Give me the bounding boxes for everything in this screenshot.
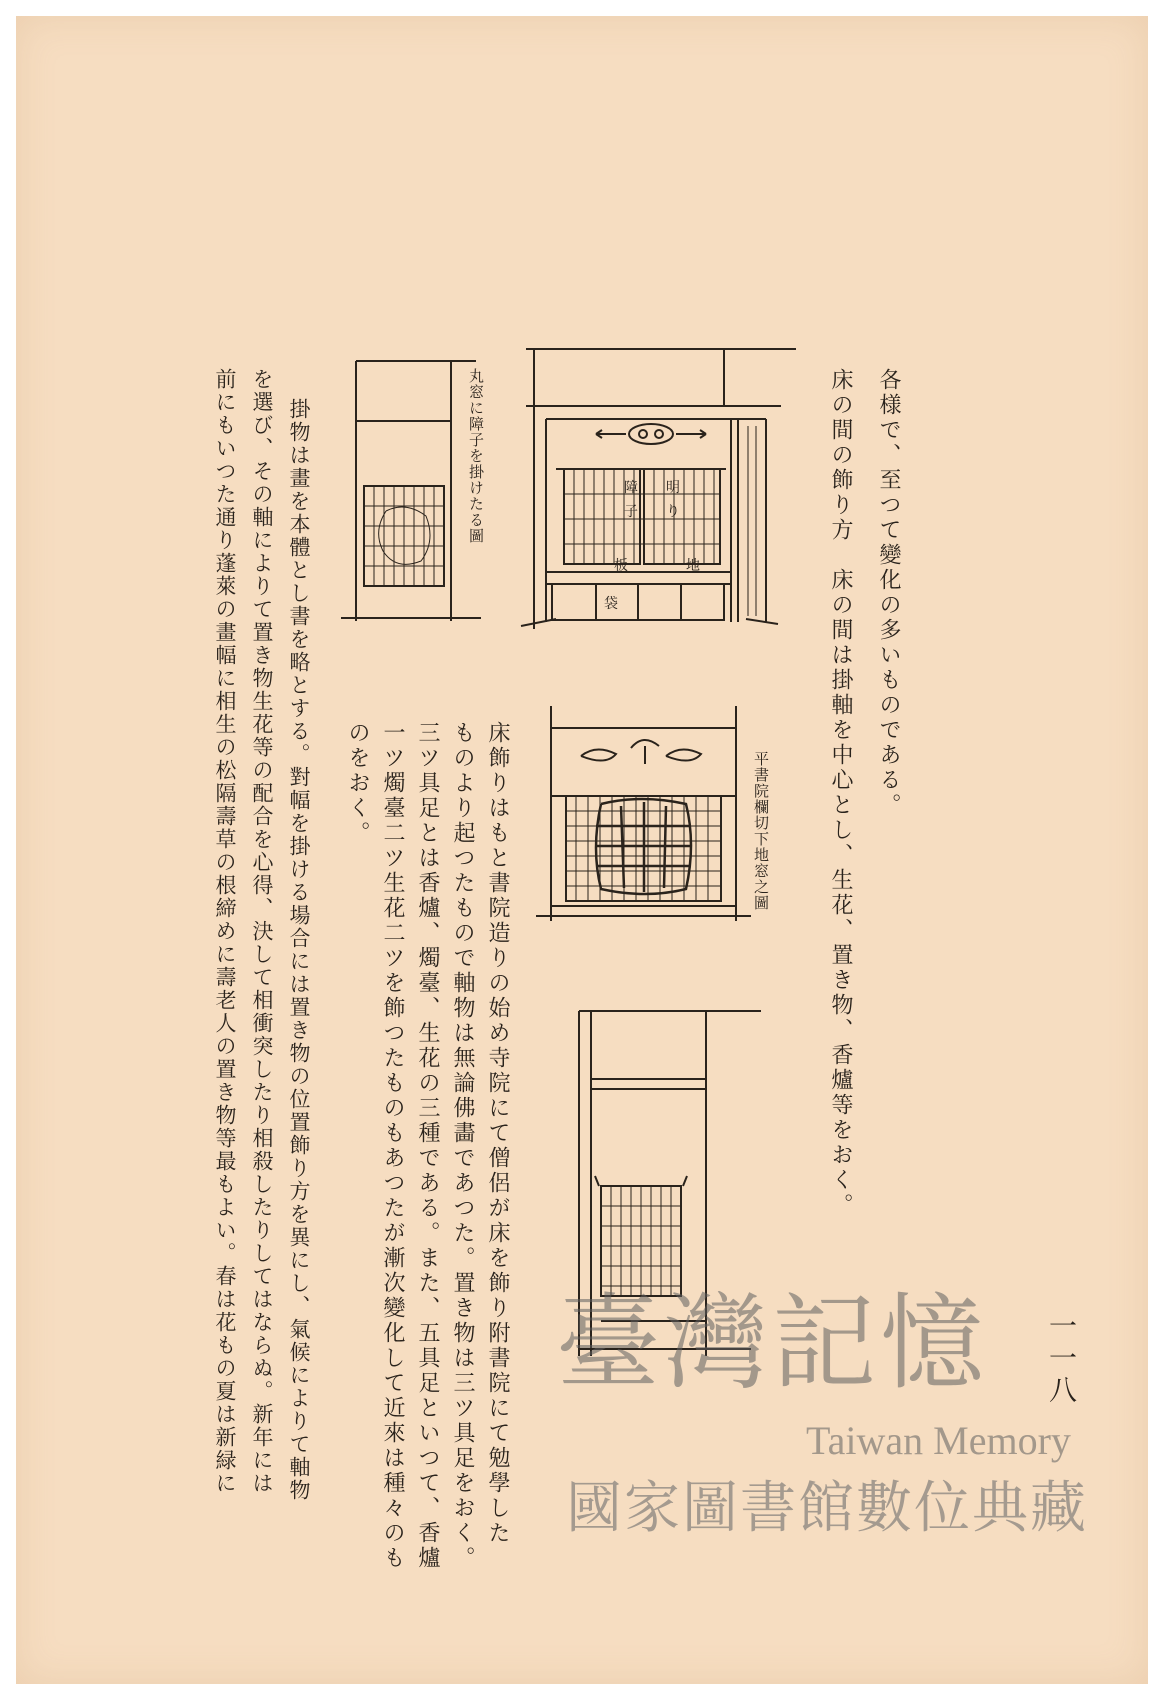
watermark-english: Taiwan Memory [806, 1418, 1071, 1463]
alcove-label-fukuro: 袋 [604, 596, 618, 612]
watermark-subtitle: 國家圖書館數位典藏 [566, 1476, 1088, 1541]
body2-column-1: 掛物は畫を本體とし書を略とする。對幅を掛ける場合には置き物の位置飾り方を異にし、氣候によりて軸物 [287, 398, 311, 1502]
alcove-label-chi: 地 [686, 558, 700, 574]
body2-column-3: 前にもいつた通り蓬萊の畫幅に相生の松隔壽草の根締めに壽老人の置き物等最もよい。春は花もの夏は新緑に [213, 368, 237, 1495]
illustration-hira-shoin [516, 696, 776, 936]
body1-column-5: のをおく。 [345, 721, 370, 846]
alcove-label-sho: 障 [624, 480, 638, 496]
caption-hira-shoin: 平書院欄切下地窓之圖 [752, 751, 770, 911]
intro-column-2: 床の間の飾り方 床の間は掛軸を中心とし、生花、置き物、香爐等をおく。 [828, 368, 853, 1218]
alcove-label-ita: 板 [614, 558, 628, 574]
caption-hanging-shoji: 丸窓に障子を掛けたる圖 [467, 368, 485, 544]
alcove-label-ji: 子 [624, 504, 638, 520]
alcove-label-ri: り [666, 504, 680, 520]
body1-column-1: 床飾りはもと書院造りの始め寺院にて僧侶が床を飾り附書院にて勉學した [485, 721, 510, 1546]
watermark-chinese: 臺灣記憶 [556, 1282, 989, 1404]
book-page [16, 16, 1148, 1684]
alcove-label-aka: 明 [666, 480, 680, 496]
body1-column-2: ものより起つたもので軸物は無論佛畵であつた。置き物は三ツ具足をおく。 [450, 721, 475, 1571]
body1-column-3: 三ツ具足とは香爐、燭臺、生花の三種である。また、五具足といつて、香爐 [415, 721, 440, 1571]
body2-column-2: を選び、その軸によりて置き物生花等の配合を心得、決して相衝突したり相殺したりしてはならぬ。新年には [250, 368, 274, 1495]
intro-column-1: 各様で、至つて變化の多いものである。 [876, 368, 901, 818]
page-number: 一一八 [1045, 1311, 1078, 1407]
body1-column-4: 一ツ燭臺二ツ生花二ツを飾つたものもあつたが漸次變化して近來は種々のも [380, 721, 405, 1571]
illustration-alcove-shelf [516, 334, 816, 634]
